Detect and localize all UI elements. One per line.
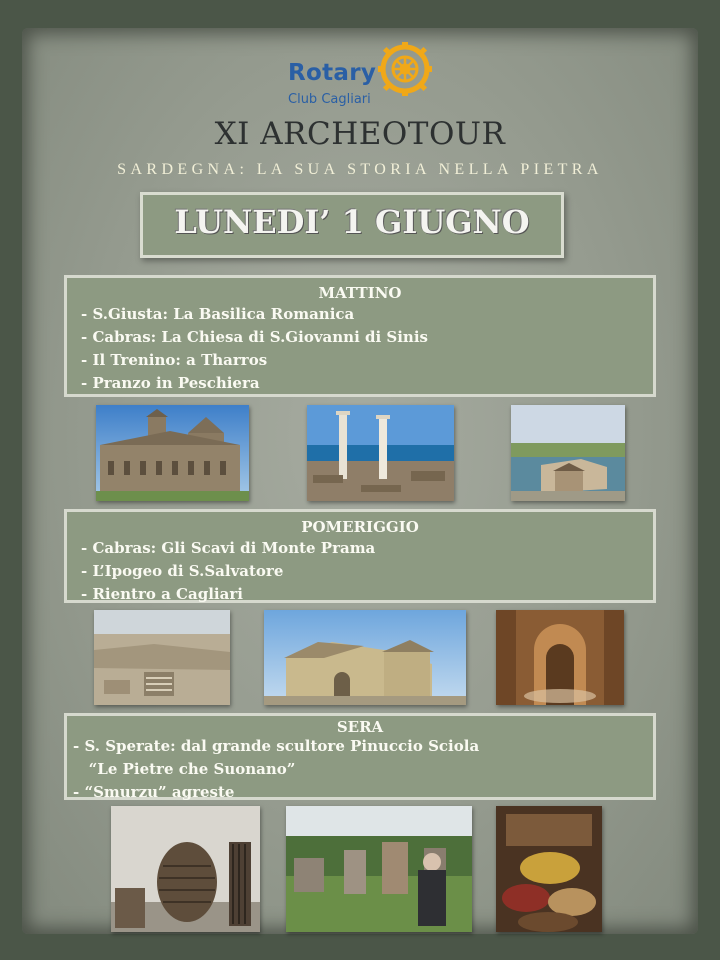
- rotary-logo: [284, 40, 434, 106]
- basilica-photo: [96, 405, 249, 501]
- afternoon-heading: POMERIGGIO: [301, 518, 419, 536]
- sound-stones-photo: [111, 806, 260, 932]
- list-item: - S.Giusta: La Basilica Romanica: [81, 305, 355, 323]
- church-photo: [264, 610, 466, 705]
- list-item: - Cabras: Gli Scavi di Monte Prama: [81, 539, 376, 557]
- list-item: - “Smurzu” agreste: [73, 783, 235, 801]
- logo-rotary-text: Rotary: [288, 60, 377, 86]
- evening-heading: SERA: [336, 718, 384, 736]
- sculptor-garden-photo: [286, 806, 472, 932]
- list-item: - Cabras: La Chiesa di S.Giovanni di Sinis: [81, 328, 428, 346]
- list-item: “Le Pietre che Suonano”: [73, 760, 296, 778]
- morning-panel: [64, 275, 656, 397]
- fish-pond-photo: [511, 405, 625, 501]
- date-text: LUNEDI’ 1 GIUGNO: [174, 203, 530, 241]
- hypogeum-photo: [496, 610, 624, 705]
- evening-panel: [64, 713, 656, 800]
- list-item: - Il Trenino: a Tharros: [81, 351, 268, 369]
- rustic-food-photo: [496, 806, 602, 932]
- excavation-photo: [94, 610, 230, 705]
- logo-club-text: Club Cagliari: [288, 92, 371, 107]
- tharros-columns-photo: [307, 405, 454, 501]
- date-banner: [140, 192, 564, 258]
- list-item: - Pranzo in Peschiera: [81, 374, 260, 392]
- event-title: XI ARCHEOTOUR: [214, 116, 506, 152]
- list-item: - Rientro a Cagliari: [81, 585, 243, 603]
- list-item: - S. Sperate: dal grande scultore Pinuccio Sciola: [73, 737, 480, 755]
- event-subtitle: SARDEGNA: LA SUA STORIA NELLA PIETRA: [117, 161, 603, 178]
- rotary-wheel-icon: [378, 42, 432, 96]
- list-item: - L’Ipogeo di S.Salvatore: [81, 562, 284, 580]
- morning-heading: MATTINO: [318, 284, 402, 302]
- afternoon-panel: [64, 509, 656, 603]
